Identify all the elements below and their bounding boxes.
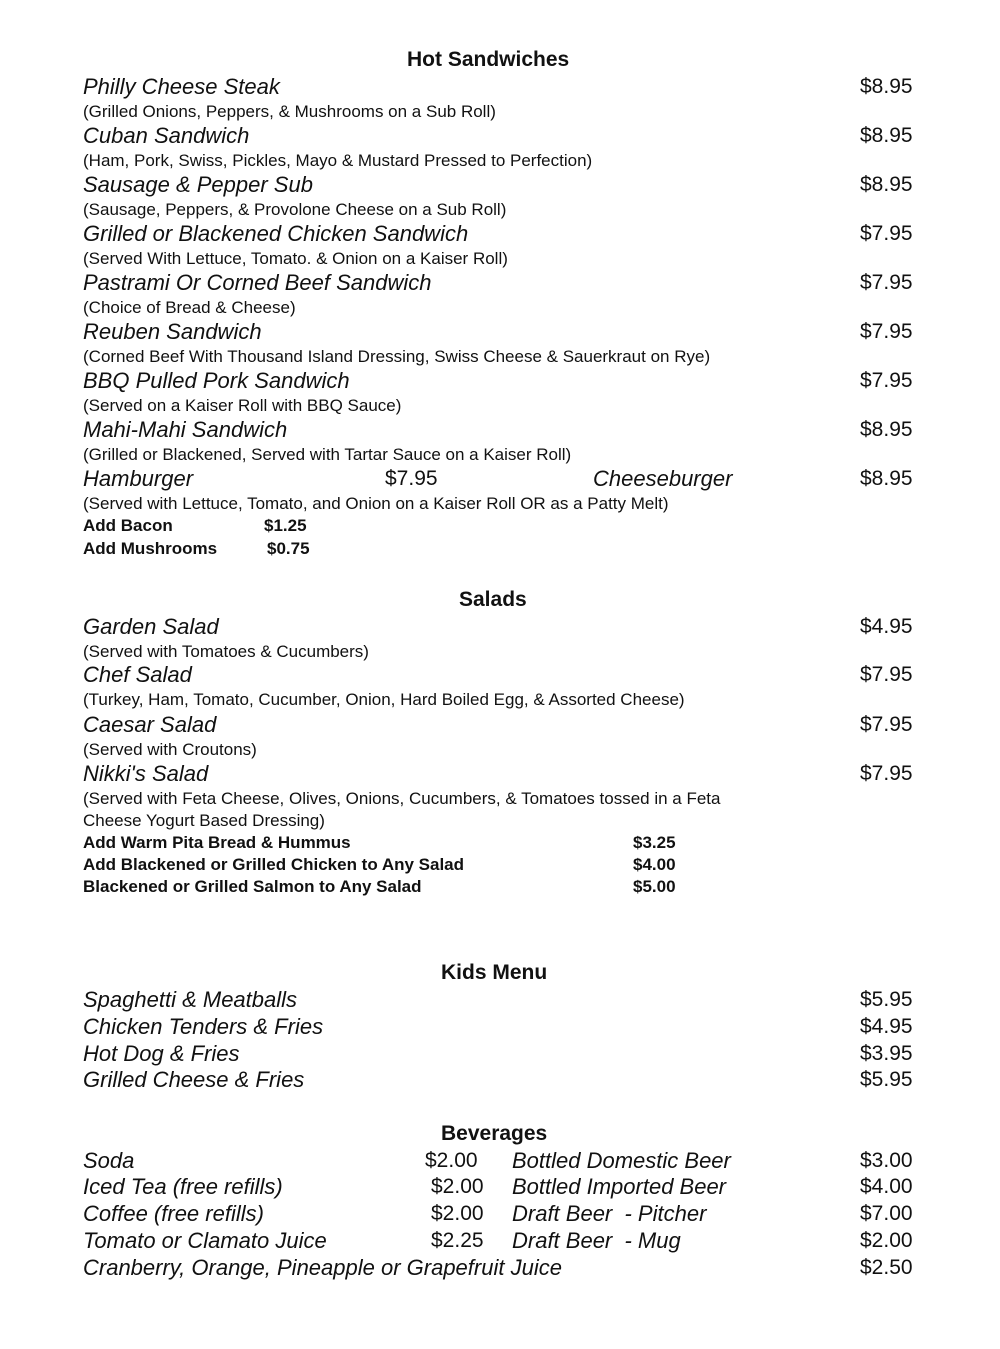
addon-label: Blackened or Grilled Salmon to Any Salad <box>83 877 422 896</box>
menu-item-description: (Grilled Onions, Peppers, & Mushrooms on a Sub Roll) <box>83 102 496 121</box>
beverage-price: $3.00 <box>860 1149 913 1172</box>
menu-item-description: (Ham, Pork, Swiss, Pickles, Mayo & Mustard Pressed to Perfection) <box>83 151 593 170</box>
menu-item-price: $5.95 <box>860 1068 913 1091</box>
menu-item-price: $8.95 <box>860 173 913 196</box>
menu-item-price: $7.95 <box>860 762 913 785</box>
menu-item-price: $4.95 <box>860 1015 913 1038</box>
menu-item-price: $7.95 <box>860 320 913 343</box>
menu-item-name: Cuban Sandwich <box>83 123 250 148</box>
menu-item-price: $7.95 <box>860 713 913 736</box>
burger-description: (Served with Lettuce, Tomato, and Onion on a Kaiser Roll OR as a Patty Melt) <box>83 494 669 513</box>
beverage-price: $2.50 <box>860 1256 913 1279</box>
menu-item-name: Caesar Salad <box>83 712 217 737</box>
hamburger-price: $7.95 <box>385 467 438 490</box>
beverage-name: Soda <box>83 1148 135 1173</box>
menu-item-name: Philly Cheese Steak <box>83 74 280 99</box>
hamburger-name: Hamburger <box>83 466 194 491</box>
beverage-name: Draft Beer - Mug <box>512 1228 681 1253</box>
menu-item-name: Reuben Sandwich <box>83 319 262 344</box>
menu-item-description: (Sausage, Peppers, & Provolone Cheese on a Sub Roll) <box>83 200 507 219</box>
section-title-kids-menu: Kids Menu <box>441 961 548 984</box>
menu-item-name: Pastrami Or Corned Beef Sandwich <box>83 270 432 295</box>
menu-item-description: (Served With Lettuce, Tomato. & Onion on a Kaiser Roll) <box>83 249 508 268</box>
section-title-hot-sandwiches: Hot Sandwiches <box>407 48 570 71</box>
beverage-price: $2.00 <box>425 1149 478 1172</box>
menu-item-description: (Choice of Bread & Cheese) <box>83 298 296 317</box>
beverage-price: $4.00 <box>860 1175 913 1198</box>
menu-item-price: $7.95 <box>860 222 913 245</box>
beverage-price: $2.00 <box>431 1202 484 1225</box>
menu-item-price: $5.95 <box>860 988 913 1011</box>
menu-item-name: Chef Salad <box>83 662 192 687</box>
beverage-price: $2.00 <box>860 1229 913 1252</box>
menu-item-name: BBQ Pulled Pork Sandwich <box>83 368 350 393</box>
beverage-name: Bottled Domestic Beer <box>512 1148 731 1173</box>
menu-item-price: $8.95 <box>860 124 913 147</box>
menu-item-description-continued: Cheese Yogurt Based Dressing) <box>83 811 325 830</box>
section-title-beverages: Beverages <box>441 1122 548 1145</box>
addon-price: $3.25 <box>633 833 676 852</box>
addon-label: Add Mushrooms <box>83 539 218 558</box>
section-title-salads: Salads <box>459 588 527 611</box>
menu-item-description: (Served with Feta Cheese, Olives, Onions, Cucumbers, & Tomatoes tossed in a Feta <box>83 789 721 808</box>
menu-item-description: (Served with Croutons) <box>83 740 257 759</box>
addon-price: $4.00 <box>633 855 676 874</box>
menu-item-name: Hot Dog & Fries <box>83 1041 240 1066</box>
beverage-name: Iced Tea (free refills) <box>83 1174 283 1199</box>
menu-item-name: Mahi-Mahi Sandwich <box>83 417 288 442</box>
menu-item-price: $7.95 <box>860 663 913 686</box>
menu-item-price: $7.95 <box>860 271 913 294</box>
menu-item-name: Chicken Tenders & Fries <box>83 1014 324 1039</box>
menu-item-price: $8.95 <box>860 75 913 98</box>
addon-label: Add Warm Pita Bread & Hummus <box>83 833 351 852</box>
beverage-name: Tomato or Clamato Juice <box>83 1228 327 1253</box>
menu-item-price: $8.95 <box>860 418 913 441</box>
beverage-name: Draft Beer - Pitcher <box>512 1201 707 1226</box>
menu-item-name: Garden Salad <box>83 614 219 639</box>
addon-label: Add Bacon <box>83 516 173 535</box>
addon-label: Add Blackened or Grilled Chicken to Any Salad <box>83 855 465 874</box>
menu-item-name: Grilled or Blackened Chicken Sandwich <box>83 221 469 246</box>
menu-item-description: (Turkey, Ham, Tomato, Cucumber, Onion, Hard Boiled Egg, & Assorted Cheese) <box>83 690 685 709</box>
cheeseburger-price: $8.95 <box>860 467 913 490</box>
menu-item-price: $4.95 <box>860 615 913 638</box>
menu-item-name: Sausage & Pepper Sub <box>83 172 313 197</box>
menu-item-name: Grilled Cheese & Fries <box>83 1067 305 1092</box>
menu-item-price: $3.95 <box>860 1042 913 1065</box>
addon-price: $1.25 <box>264 516 307 535</box>
beverage-price: $2.00 <box>431 1175 484 1198</box>
addon-price: $5.00 <box>633 877 676 896</box>
menu-item-price: $7.95 <box>860 369 913 392</box>
menu-item-description: (Grilled or Blackened, Served with Tartar Sauce on a Kaiser Roll) <box>83 445 572 464</box>
menu-item-name: Nikki's Salad <box>83 761 209 786</box>
menu-item-description: (Served with Tomatoes & Cucumbers) <box>83 642 369 661</box>
beverage-name: Coffee (free refills) <box>83 1201 264 1226</box>
cheeseburger-name: Cheeseburger <box>593 466 733 491</box>
menu-item-description: (Corned Beef With Thousand Island Dressing, Swiss Cheese & Sauerkraut on Rye) <box>83 347 711 366</box>
beverage-price: $2.25 <box>431 1229 484 1252</box>
beverage-name: Bottled Imported Beer <box>512 1174 727 1199</box>
beverage-price: $7.00 <box>860 1202 913 1225</box>
beverage-name: Cranberry, Orange, Pineapple or Grapefruit Juice <box>83 1255 562 1280</box>
menu-item-name: Spaghetti & Meatballs <box>83 987 298 1012</box>
addon-price: $0.75 <box>267 539 310 558</box>
menu-item-description: (Served on a Kaiser Roll with BBQ Sauce) <box>83 396 402 415</box>
